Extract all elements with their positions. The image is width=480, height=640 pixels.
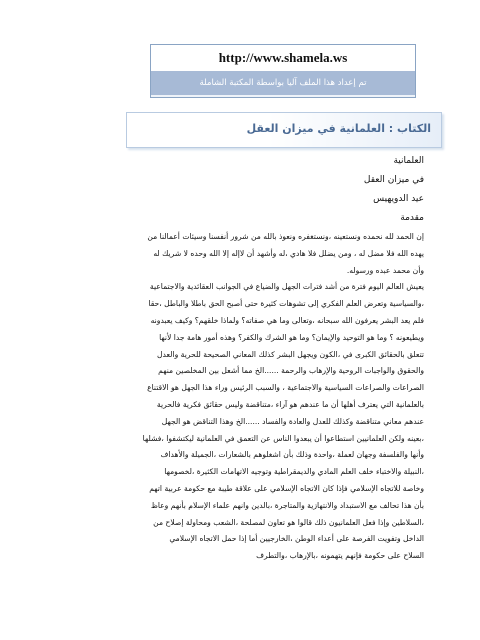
body-line: يعيش العالم اليوم فترة من أشد فترات الجهل والضياع في الجوانب العقائدية والاجتماعية (149, 282, 424, 292)
body-line: ،بعينه ولكن العلمانيين استطاعوا أن يبعدوا الناس عن التعمق في العلمانية ليكتشفوا ،فشلها (142, 433, 424, 443)
body-line: وأن محمد عبده ورسوله. (346, 265, 424, 275)
body-line: يهده الله فلا مضل له ، ومن يضلل فلا هادي ،له وأشهد أن لاإله إلا الله وحده لا شريك له (153, 248, 424, 258)
banner-url[interactable]: http://www.shamela.ws (151, 45, 415, 71)
body-line: تتعلق بالحقائق الكبرى في ،الكون ويجهل البشر كذلك المعاني الصحيحة للحرية والعدل (157, 349, 424, 359)
body-line: وأنها والفلسفة وجهان لعملة ،واحدة وذلك بأن اشغلوهم بالشعارات ،الجميلة والأهداف (160, 450, 424, 460)
body-line: السلاح على حكومة فإنهم يتهمونه ،بالإرهاب ،والتطرف (256, 551, 424, 561)
book-title-box (126, 112, 442, 148)
body-line: عندهم معاني متناقضة وكذلك للعدل والعادة والفساد ......الخ وهذا التناقض هو الجهل (161, 416, 424, 426)
body-line: ،والسياسية وتعرض العلم الفكري إلى تشوهات كثيرة حتى أصبح الحق باطلا والباطل ،حقا (148, 299, 424, 309)
body-line: والحقوق والواجبات الروحية والإرهاب والرحمة ......الخ مما أشعل بين المخلصين منهم (158, 366, 424, 376)
heading-line: عيد الدويهيس (373, 194, 424, 204)
heading-line: العلمانية (393, 156, 424, 166)
body-line: ،السلاطين وإذا فعل العلمانيون ذلك قالوا هو تعاون لمصلحة ،الشعب ومحاولة إصلاح من (153, 517, 424, 527)
heading-line: في ميزان العقل (363, 175, 424, 185)
banner-subtitle: تم إعداد هذا الملف آليا بواسطة المكتبة الشاملة (151, 71, 415, 95)
body-line: فلم يعد البشر يعرفون الله سبحانه ،وتعالى وما هي صفاته؟ ولماذا خلقهم؟ وكيف يعبدونه (150, 315, 424, 325)
body-line: الداخل وتفويت الفرصة على أعداء الوطن ،الخارجيين أما إذا حمل الاتجاه الإسلامي (169, 534, 424, 544)
body-line: إن الحمد لله نحمده ونستعينه ،ونستغفره ونعوذ بالله من شرور أنفسنا وسيئات أعمالنا من (147, 232, 424, 241)
body-line: بأن هذا تحالف مع الاستبداد والانتهازية والمتاجرة ،بالدين وانهم علماء الإسلام بأنهم وعاظ (150, 500, 424, 510)
body-line: الصراعات والصراعات السياسية والاجتماعية ، والسبب الرئيس وراء هذا الجهل هو الاقتناع (147, 383, 424, 393)
body-line: ،النبيلة والاختباء خلف العلم المادي والديمقراطية وتوجيه الاتهامات الكثيرة ،لخصومها (164, 467, 424, 477)
body-line: ويطيعونه ؟ وما هو التوحيد والإيمان؟ وما هو الشرك والكفر؟ وهذه أمور هامة جدا لأنها (159, 332, 424, 342)
body-line: وخاصة للاتجاه الإسلامي فإذا كان الاتجاه الإسلامي على علاقة طيبة مع حكومة عربية اتهم (149, 483, 424, 493)
body-line: بالعلمانية التي يعترف أهلها أن ما عندهم هو آراء ،متناقضة وليس حقائق فكرية فالحرية (156, 399, 424, 409)
heading-list (364, 152, 424, 228)
shamela-banner (150, 44, 416, 98)
book-title: الكتاب : العلمانية في ميزان العقل (246, 122, 431, 135)
body-text (22, 229, 424, 565)
heading-line: مقدمة (400, 213, 424, 223)
